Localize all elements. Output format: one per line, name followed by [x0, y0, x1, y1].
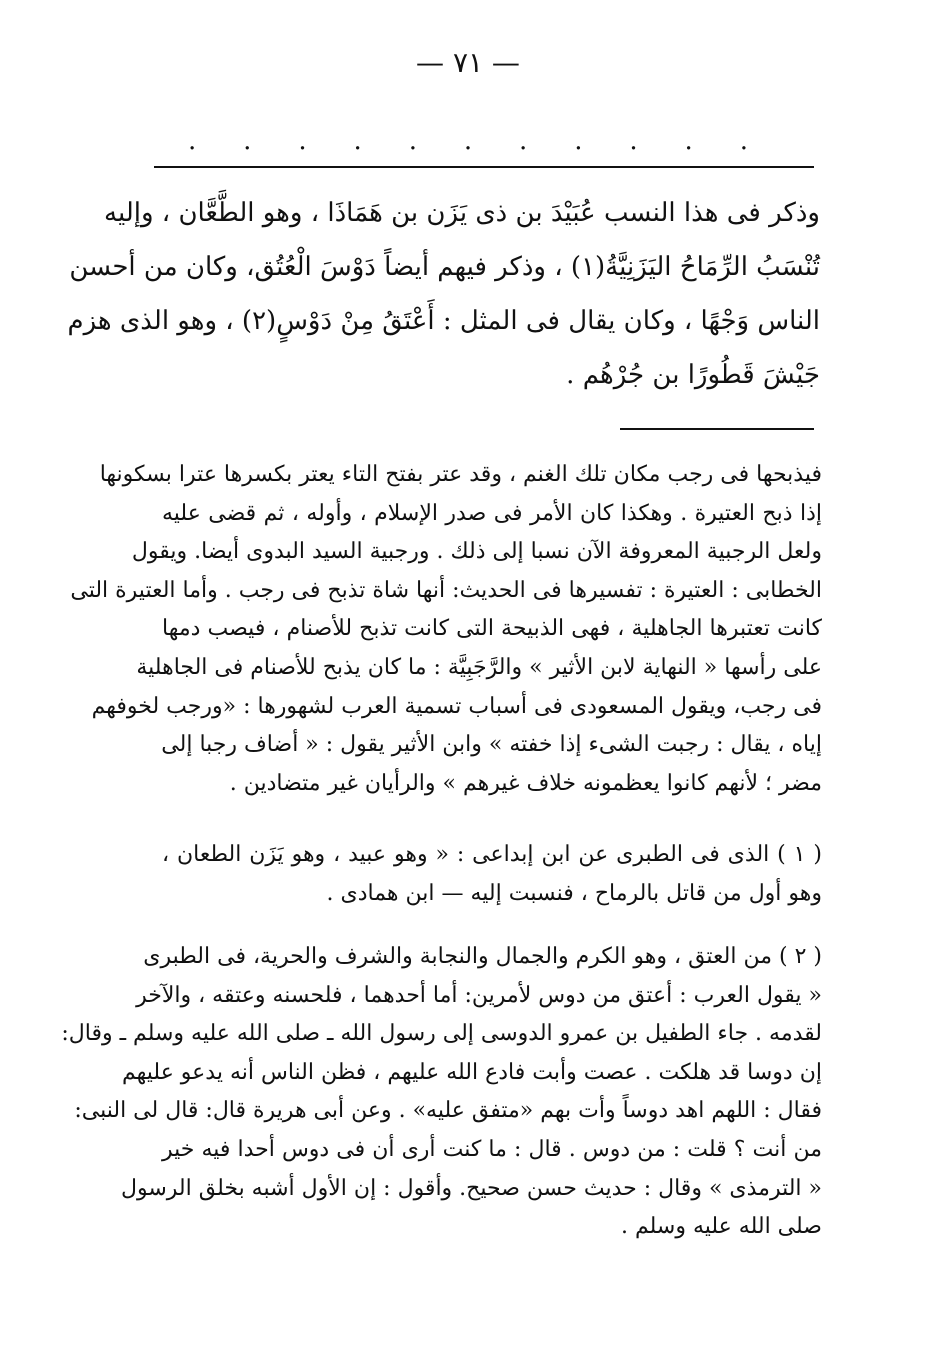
footnote-line: الخطابى : العتيرة : تفسيرها فى الحديث: أنها شاة تذبح فى رجب . وأما العتيرة التى — [70, 577, 822, 603]
footnote-line: من أنت ؟ قلت : من دوس . قال : ما كنت أرى أن فى دوس أحدا فيه خير — [162, 1136, 822, 1162]
footnote-line: فيذبحها فى رجب مكان تلك الغنم ، وقد عتر بفتح التاء يعتر بكسرها عترا بسكونها — [99, 462, 822, 487]
separator-dot: . — [463, 126, 473, 156]
footnote-line: مضر ؛ لأنهم كانوا يعظمونه خلاف غيرهم » والرأيان غير متضادين . — [229, 770, 822, 796]
footnote-line: لقدمه . جاء الطفيل بن عمرو الدوسى إلى رسول الله ـ صلى الله عليه وسلم ـ وقال: — [61, 1021, 822, 1047]
footnote-line: « يقول العرب : أعتق من دوس لأمرين: أما أحدهما ، فلحسنه وعتقه ، والآخر — [136, 982, 822, 1008]
separator-dot: . — [739, 126, 748, 156]
footnote-line: فقال : اللهم اهد دوساً وأت بهم «متفق عليه» . وعن أبى هريرة قال: قال لى النبى: — [74, 1098, 822, 1124]
separator-dot: . — [243, 126, 252, 156]
footnote-1 — [162, 836, 822, 913]
footnote-line: كانت تعتبرها الجاهلية ، فهى الذبيحة التى كانت تذبح للأصنام ، فيصب دمها — [162, 616, 822, 642]
footnote-2 — [61, 938, 822, 1247]
top-divider — [154, 166, 814, 168]
separator-dot: . — [684, 126, 693, 156]
footnote-line: وهو أول من قاتل بالرماح ، فنسبت إليه — ابن همادى . — [326, 880, 822, 906]
separator-dot: . — [298, 126, 307, 156]
main-text-line: الناس وَجْهًا ، وكان يقال فى المثل : أَعْتَقُ مِنْ دَوْسٍ(٢) ، وهو الذى هزم — [67, 306, 820, 336]
footnote-line: ولعل الرجبية المعروفة الآن نسبا إلى ذلك . ورجبية السيد البدوى أيضا. ويقول — [131, 539, 822, 565]
separator-dot: . — [353, 126, 362, 156]
separator-dot: . — [519, 126, 528, 156]
separator-dots — [188, 128, 748, 154]
footnote-line: إياه ، يقال : رجبت الشىء إذا خفته » وابن الأثير يقول : « أضاف رجبا إلى — [161, 732, 822, 758]
footnote-line: ( ٢ ) من العتق ، وهو الكرم والجمال والنجابة والشرف والحرية، فى الطبرى — [143, 944, 822, 969]
main-text — [67, 186, 820, 402]
footnote-line: إن دوسا قد هلكت . عصت وأبت فادع الله عليهم ، فظن الناس أنه يدعو عليهم — [121, 1059, 822, 1085]
separator-dot: . — [408, 126, 417, 156]
footnote-line: « الترمذى » وقال : حديث حسن صحيح. وأقول : إن الأول أشبه بخلق الرسول — [121, 1175, 822, 1201]
footnote-line: ( ١ ) الذى فى الطبرى عن ابن إبداعى : « وهو عبيد ، وهو يَزَن الطعان ، — [162, 842, 822, 867]
separator-dot: . — [629, 126, 638, 156]
footnote-line: على رأسها « النهاية لابن الأثير » والرَّجَبِيَّة : ما كان يذبح للأصنام فى الجاهلية — [136, 654, 822, 680]
footnote-line: إذا ذبح العتيرة . وهكذا كان الأمر فى صدر الإسلام ، وأوله ، ثم قضى عليه — [162, 500, 822, 526]
footnote-continuation — [70, 456, 822, 803]
footnote-divider — [620, 428, 814, 430]
main-text-line: وذكر فى هذا النسب عُبَيْدَ بن ذى يَزَن بن هَمَاذَا ، وهو الطَّعَّان ، وإليه — [104, 198, 820, 228]
footnote-line: فى رجب، ويقول المسعودى فى أسباب تسمية العرب لشهورها : «ورجب لخوفهم — [91, 693, 822, 719]
footnote-line: صلى الله عليه وسلم . — [621, 1214, 822, 1240]
main-text-line: تُنْسَبُ الرِّمَاحُ اليَزَنِيَّةُ(١) ، وذكر فيهم أيضاً دَوْسَ الْعُتُق، وكان من أحسن — [69, 252, 820, 282]
separator-dot: . — [188, 126, 197, 156]
separator-dot: . — [574, 126, 583, 156]
page-number: — ٧١ — — [416, 46, 520, 79]
main-text-line: جَيْشَ قَطُورًا بن جُرْهُم . — [566, 360, 820, 390]
